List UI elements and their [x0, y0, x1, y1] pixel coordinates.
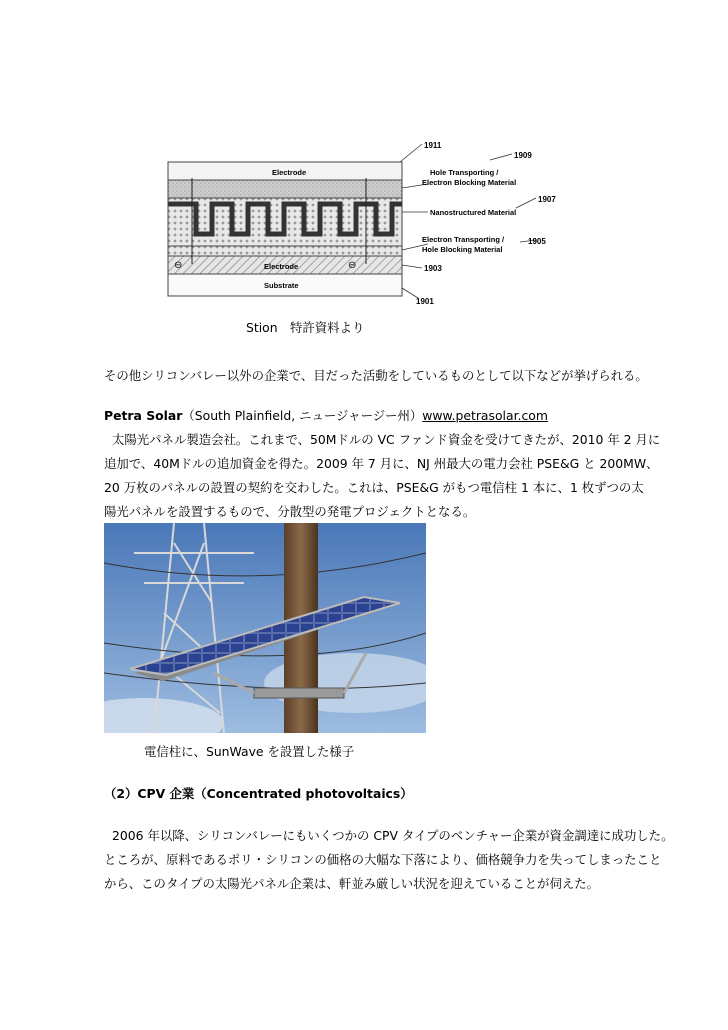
hole-blocking-label: Hole Blocking Material — [422, 245, 503, 254]
ref-1911: 1911 — [424, 141, 442, 150]
section2-heading: （2）CPV 企業（Concentrated photovoltaics） — [104, 786, 413, 801]
section2-line-3: から、このタイプの太陽光パネル企業は、軒並み厳しい状況を迎えていることが伺えた。 — [104, 876, 600, 891]
ref-1901: 1901 — [416, 297, 434, 306]
panel-mount — [254, 688, 344, 698]
petra-line-1: 太陽光パネル製造会社。これまで、50Mドルの VC ファンド資金を受けてきたが、2010 年 2 月に — [112, 432, 661, 447]
minus-left: ⊖ — [174, 260, 183, 271]
patent-layer-diagram — [160, 118, 570, 318]
minus-right: ⊖ — [348, 260, 357, 271]
ref-1903: 1903 — [424, 264, 442, 273]
layer-diagram-svg — [160, 118, 570, 318]
petra-heading — [104, 406, 548, 426]
electrode-top-label: Electrode — [272, 168, 307, 177]
section2-line-2: ところが、原料であるポリ・シリコンの価格の大幅な下落により、価格競争力を失ってしまったこと — [104, 852, 662, 867]
ref-1907: 1907 — [538, 195, 556, 204]
substrate-label: Substrate — [264, 281, 299, 290]
petra-line-4: 陽光パネルを設置するもので、分散型の発電プロジェクトとなる。 — [104, 504, 476, 519]
electron-transport-label: Electron Transporting / — [422, 235, 505, 244]
hole-transport-label: Hole Transporting / — [430, 168, 499, 177]
electron-blocking-label: Electron Blocking Material — [422, 178, 517, 187]
figure-caption: Stion 特許資料より — [246, 320, 365, 335]
company-name: Petra Solar — [104, 408, 183, 423]
ref-1905: 1905 — [528, 237, 546, 246]
nanostructured-label: Nanostructured Material — [430, 208, 517, 217]
solar-pole-illustration — [104, 523, 426, 733]
hole-transport-layer — [168, 180, 402, 198]
photo-caption: 電信柱に、SunWave を設置した様子 — [144, 744, 355, 759]
electrode-bottom-label: Electrode — [264, 262, 299, 271]
company-link[interactable]: www.petrasolar.com — [422, 408, 548, 423]
petra-line-3: 20 万枚のパネルの設置の契約を交わした。これは、PSE&G がもつ電信柱 1 本に、1 枚ずつの太 — [104, 480, 644, 495]
electron-transport-layer — [168, 246, 402, 256]
company-location: （South Plainfield, ニュージャージー州） — [182, 408, 423, 423]
intro-paragraph: その他シリコンバレー以外の企業で、目だった活動をしているものとして以下などが挙げられる。 — [104, 368, 648, 383]
section2-line-1: 2006 年以降、シリコンバレーにもいくつかの CPV タイプのベンチャー企業が資金調達に成功した。 — [112, 828, 674, 843]
ref-1909: 1909 — [514, 151, 532, 160]
solar-panel-photo — [104, 523, 426, 733]
petra-line-2: 追加で、40Mドルの追加資金を得た。2009 年 7 月に、NJ 州最大の電力会社 PSE&G と 200MW、 — [104, 456, 659, 471]
